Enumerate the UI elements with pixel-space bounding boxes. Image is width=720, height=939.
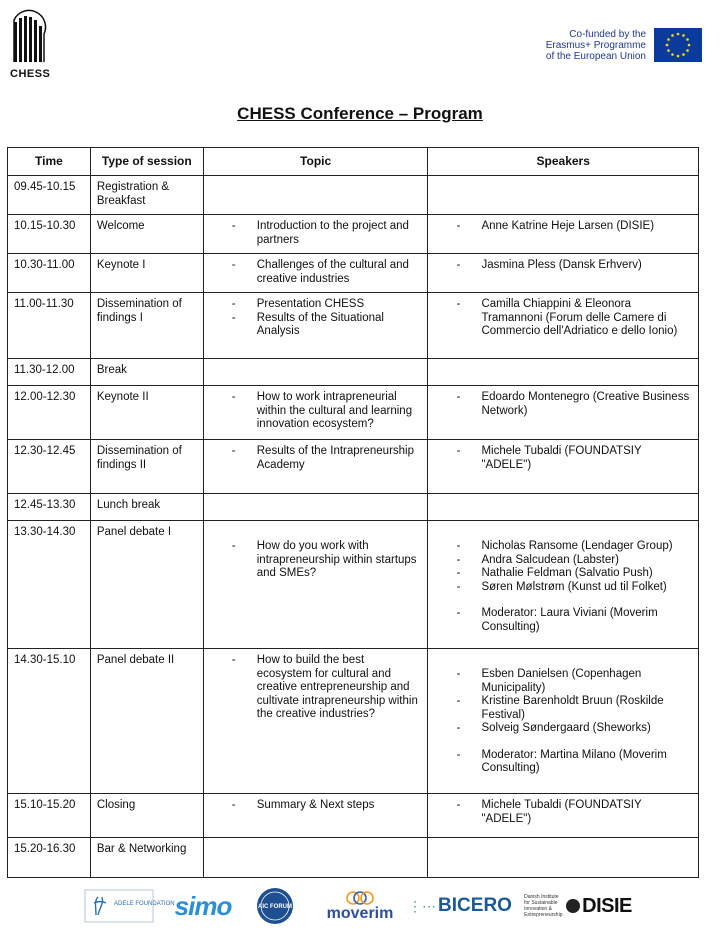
aic-forum-logo-graphic: [253, 886, 297, 926]
topic-list: [210, 654, 422, 722]
adele-logo: [84, 888, 175, 924]
session-speakers: [428, 254, 699, 293]
session-topic: [203, 838, 428, 878]
chess-logo: [8, 8, 51, 80]
speaker-item: - Jasmina Pless (Dansk Erhverv): [456, 259, 692, 273]
speaker-list: [434, 259, 692, 273]
session-type: Closing: [90, 794, 203, 838]
session-time: 10.30-11.00: [8, 254, 91, 293]
session-topic: [203, 254, 428, 293]
topic-list: [210, 445, 422, 472]
session-time: 15.10-15.20: [8, 794, 91, 838]
session-type: Panel debate I: [90, 521, 203, 649]
table-row: [8, 215, 699, 254]
speaker-item: - Andra Salcudean (Labster): [456, 554, 692, 568]
speaker-item: - Nicholas Ransome (Lendager Group): [456, 540, 692, 554]
topic-list: [210, 391, 422, 432]
eu-star-icon: [671, 53, 674, 56]
page-title: CHESS Conference – Program: [237, 104, 483, 123]
session-type: Dissemination of findings II: [90, 440, 203, 494]
program-body: [8, 176, 699, 878]
table-row: [8, 359, 699, 386]
speaker-list: [434, 298, 692, 339]
chess-logo-graphic: [10, 12, 46, 62]
bicero-logo: [408, 888, 512, 924]
speaker-item: - Søren Mølstrøm (Kunst ud til Folket): [456, 581, 692, 595]
session-topic: [203, 521, 428, 649]
aic-forum-logo: [252, 888, 298, 924]
speaker-item: - Kristine Barenholdt Bruun (Roskilde Festival): [456, 695, 692, 722]
session-topic: [203, 359, 428, 386]
partner-logos: [0, 882, 720, 932]
header-type: Type of session: [90, 148, 203, 176]
session-topic: [203, 794, 428, 838]
session-time: 10.15-10.30: [8, 215, 91, 254]
session-speakers: [428, 176, 699, 215]
bicero-dots-icon: ⋮⋯: [408, 897, 437, 914]
moverim-logo-graphic: [345, 890, 375, 906]
eu-star-icon: [682, 53, 685, 56]
eu-star-icon: [671, 34, 674, 37]
session-topic: [203, 293, 428, 359]
eu-star-icon: [667, 38, 670, 41]
session-speakers: [428, 521, 699, 649]
topic-item: - Results of the Situational Analysis: [232, 312, 422, 339]
session-time: 12.00-12.30: [8, 386, 91, 440]
speaker-item: - Camilla Chiappini & Eleonora Tramannoni (Forum delle Camere di Commercio dell'Adriatico e dello Ionio): [456, 298, 692, 339]
session-speakers: [428, 838, 699, 878]
eu-cofunded-text: [546, 29, 646, 62]
table-row: [8, 386, 699, 440]
moderator-list: [434, 607, 692, 634]
table-row: [8, 838, 699, 878]
topic-item: - Presentation CHESS: [232, 298, 422, 312]
topic-item: - Summary & Next steps: [232, 799, 422, 813]
session-speakers: [428, 293, 699, 359]
topic-list: [210, 259, 422, 286]
session-time: 12.45-13.30: [8, 494, 91, 521]
table-row: [8, 293, 699, 359]
bicero-logo-text: BICERO: [438, 895, 512, 916]
speaker-list: [434, 220, 692, 234]
eu-star-icon: [686, 38, 689, 41]
eu-star-icon: [677, 55, 680, 58]
header-topic: Topic: [203, 148, 428, 176]
session-topic: [203, 386, 428, 440]
speaker-item: - Michele Tubaldi (FOUNDATSIY "ADELE"): [456, 799, 692, 826]
table-row: [8, 440, 699, 494]
session-type: Keynote II: [90, 386, 203, 440]
eu-star-icon: [682, 34, 685, 37]
program-table: [7, 147, 699, 878]
speaker-item: - Anne Katrine Heje Larsen (DISIE): [456, 220, 692, 234]
adele-logo-graphic: [84, 889, 175, 923]
eu-star-icon: [677, 33, 680, 36]
speaker-list: [434, 799, 692, 826]
topic-item: - How do you work with intrapreneurship within startups and SMEs?: [232, 540, 422, 581]
eu-line-1: Co-funded by the: [569, 28, 646, 40]
topic-item: - Introduction to the project and partners: [232, 220, 422, 247]
topic-item: - How to build the best ecosystem for cultural and creative entrepreneurship and cultivate intrapreneurship within the creative industries?: [232, 654, 422, 722]
speaker-item: - Nathalie Feldman (Salvatio Push): [456, 567, 692, 581]
session-type: Break: [90, 359, 203, 386]
table-row: [8, 254, 699, 293]
session-speakers: [428, 494, 699, 521]
eu-star-icon: [667, 49, 670, 52]
disie-circle-icon: [566, 899, 580, 913]
session-type: Registration & Breakfast: [90, 176, 203, 215]
topic-list: [210, 799, 422, 813]
disie-logo-text: DISIE: [582, 894, 632, 917]
session-speakers: [428, 440, 699, 494]
topic-item: - Results of the Intrapreneurship Academy: [232, 445, 422, 472]
moverim-logo: [320, 888, 400, 924]
speaker-item: - Solveig Søndergaard (Sheworks): [456, 722, 692, 736]
header-time: Time: [8, 148, 91, 176]
eu-star-icon: [686, 49, 689, 52]
moderator-item: - Moderator: Martina Milano (Moverim Consulting): [456, 749, 692, 776]
session-speakers: [428, 794, 699, 838]
eu-cofunded-block: [546, 28, 702, 62]
table-row: [8, 794, 699, 838]
speaker-item: - Edoardo Montenegro (Creative Business Network): [456, 391, 692, 418]
header-speakers: Speakers: [428, 148, 699, 176]
speaker-list: [434, 391, 692, 418]
chess-logo-word: CHESS: [10, 68, 51, 80]
session-topic: [203, 494, 428, 521]
session-time: 11.30-12.00: [8, 359, 91, 386]
session-speakers: [428, 215, 699, 254]
session-topic: [203, 215, 428, 254]
eu-flag-icon: [654, 28, 702, 62]
moderator-list: [434, 749, 692, 776]
session-speakers: [428, 649, 699, 794]
disie-logo: [522, 888, 634, 924]
topic-item: - Challenges of the cultural and creative industries: [232, 259, 422, 286]
session-time: 09.45-10.15: [8, 176, 91, 215]
session-time: 12.30-12.45: [8, 440, 91, 494]
table-header-row: [8, 148, 699, 176]
session-time: 11.00-11.30: [8, 293, 91, 359]
session-type: Welcome: [90, 215, 203, 254]
session-speakers: [428, 386, 699, 440]
topic-list: [210, 540, 422, 581]
session-type: Keynote I: [90, 254, 203, 293]
speaker-list: [434, 445, 692, 472]
disie-logo-subtitle: Danish Institute for Sustainable Innovation & Entrepreneurship: [524, 894, 563, 918]
session-topic: [203, 649, 428, 794]
speaker-item: - Michele Tubaldi (FOUNDATSIY "ADELE"): [456, 445, 692, 472]
moderator-gap: [434, 736, 692, 749]
session-type: Panel debate II: [90, 649, 203, 794]
session-type: Dissemination of findings I: [90, 293, 203, 359]
table-row: [8, 176, 699, 215]
session-type: Bar & Networking: [90, 838, 203, 878]
speaker-list: [434, 540, 692, 594]
session-topic: [203, 176, 428, 215]
eu-star-icon: [666, 44, 669, 47]
topic-list: [210, 298, 422, 339]
moverim-logo-text: moverim: [326, 905, 394, 922]
session-time: 13.30-14.30: [8, 521, 91, 649]
session-speakers: [428, 359, 699, 386]
topic-item: - How to work intrapreneurial within the cultural and learning innovation ecosystem?: [232, 391, 422, 432]
table-row: [8, 521, 699, 649]
eu-line-2: Erasmus+ Programme: [545, 39, 646, 51]
session-time: 14.30-15.10: [8, 649, 91, 794]
speaker-item: - Esben Danielsen (Copenhagen Municipality): [456, 668, 692, 695]
session-type: Lunch break: [90, 494, 203, 521]
table-row: [8, 649, 699, 794]
session-time: 15.20-16.30: [8, 838, 91, 878]
table-row: [8, 494, 699, 521]
topic-list: [210, 220, 422, 247]
aic-forum-logo-text: AIC FORUM: [258, 904, 292, 910]
session-topic: [203, 440, 428, 494]
simo-logo-text: simo: [174, 890, 232, 921]
speaker-list: [434, 668, 692, 736]
eu-star-icon: [688, 44, 691, 47]
moderator-item: - Moderator: Laura Viviani (Moverim Consulting): [456, 607, 692, 634]
adele-logo-text: ADELE FOUNDATION: [114, 901, 175, 907]
eu-line-3: of the European Union: [545, 50, 646, 62]
moderator-gap: [434, 594, 692, 607]
simo-logo: [172, 888, 234, 924]
